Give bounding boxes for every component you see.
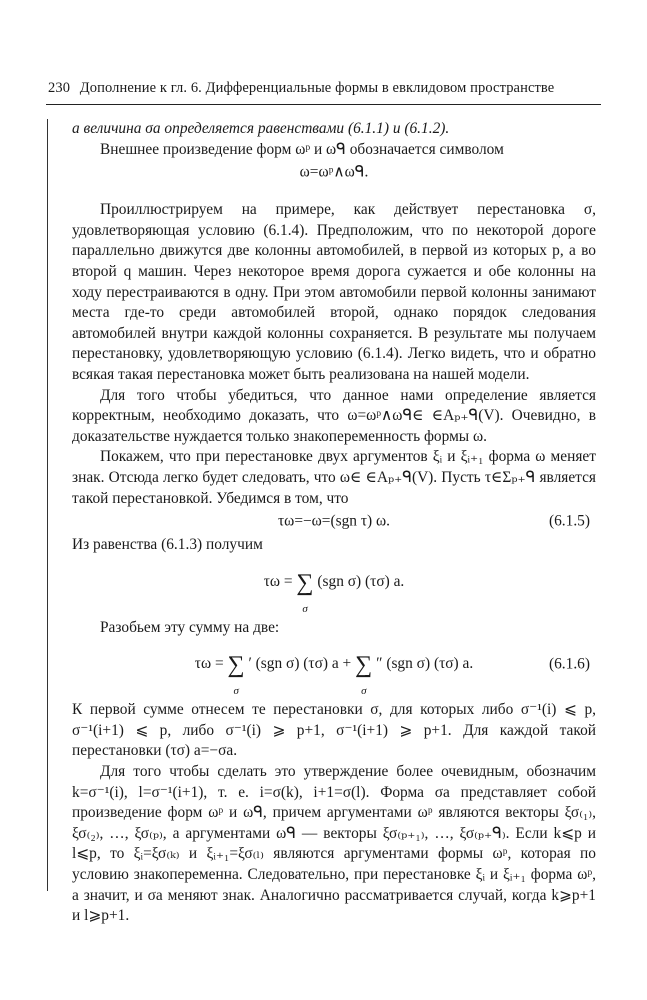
running-header — [48, 80, 600, 97]
header-title: Дополнение к гл. 6. Дифференциальные формы в евклидовом пространстве — [79, 80, 555, 96]
paragraph-0: а величина σа определяется равенствами (6.1.1) и (6.1.2). — [72, 120, 450, 137]
equation-number-6-1-6: (6.1.6) — [548, 655, 590, 673]
margin-bar — [47, 119, 48, 891]
formula-split-lhs: τω = — [194, 655, 224, 673]
formula-6-1-6 — [72, 638, 596, 698]
formula-split-mid: ′ (sgn σ) (τσ) a + — [248, 655, 352, 673]
formula-6-1-5 — [72, 509, 596, 535]
sum-symbol-second: ∑ σ — [355, 652, 373, 698]
sum-symbol: ∑ σ — [296, 571, 313, 595]
formula-wedge-expr: ω=ωᵖ∧ωᑫ. — [299, 163, 369, 181]
sum-index: σ — [302, 602, 308, 615]
formula-sum-lhs: τω = — [263, 572, 293, 590]
equation-number-6-1-5: (6.1.5) — [548, 512, 590, 530]
formula-6-1-5-expr: τω=−ω=(sgn τ) ω. — [278, 512, 390, 530]
header-rule — [46, 104, 601, 105]
paragraph-4: Покажем, что при перестановке двух аргументов ξᵢ и ξᵢ₊₁ форма ω меняет знак. Отсюда легко будет следовать, что ω∈ ∈Aₚ₊ᑫ(V). Пусть τ∈Σₚ₊ᑫ является такой перестановкой. Убедимся в том, что — [72, 448, 596, 507]
formula-sum-rhs: (sgn σ) (τσ) a. — [317, 572, 405, 590]
formula-wedge — [72, 160, 596, 186]
page-body — [72, 119, 596, 927]
paragraph-2: Проиллюстрируем на примере, как действует перестановка σ, удовлетворяющая условию (6.1.4). Предположим, что по некоторой дороге параллельно движутся две колонны автомобилей, в первой из которых p, а во второй q машин. Через некоторое время дорога сужается и обе колонны на ходу перестраиваются в одну. При этом автомобили первой колонны занимают места где-то среди автомобилей второй, однако порядок следования автомобилей внутри каждой колонны сохраняется. В результате мы получаем перестановку, удовлетворяющую условию (6.1.4). Легко видеть, что и обратно всякая такая перестановка может быть реализована на нашей модели. — [72, 201, 596, 383]
page-number: 230 — [48, 80, 71, 96]
formula-split-rhs: ″ (sgn σ) (τσ) a. — [376, 655, 474, 673]
paragraph-1: Внешнее произведение форм ωᵖ и ωᑫ обозначается символом — [100, 140, 504, 158]
sum-symbol-first: ∑ σ — [227, 652, 245, 698]
paragraph-3: Для того чтобы убедиться, что данное нами определение является корректным, необходимо доказать, что ω=ωᵖ∧ωᑫ∈ ∈Aₚ₊ᑫ(V). Очевидно, в доказательстве нуждается только знакопеременность формы ω. — [72, 386, 596, 445]
paragraph-5: Из равенства (6.1.3) получим — [72, 536, 263, 554]
paragraph-7: К первой сумме отнесем те перестановки σ, для которых либо σ⁻¹(i) ⩽ p, σ⁻¹(i+1) ⩽ p, либо σ⁻¹(i) ⩾ p+1, σ⁻¹(i+1) ⩾ p+1. Для каждой такой перестановки (τσ) a=−σa. — [72, 701, 596, 760]
paragraph-8: Для того чтобы сделать это утверждение более очевидным, обозначим k=σ⁻¹(i), l=σ⁻¹(i+1), т. е. i=σ(k), i+1=σ(l). Форма σa представляет собой произведение форм ωᵖ и ωᑫ, причем аргументами ωᵖ являются векторы ξσ₍₁₎, ξσ₍₂₎, …, ξσ₍ₚ₎, а аргументами ωᑫ — векторы ξσ₍ₚ₊₁₎, …, ξσ₍ₚ₊ᑫ₎. Если k⩽p и l⩽p, то ξᵢ=ξσ₍ₖ₎ и ξᵢ₊₁=ξσ₍ₗ₎ являются аргументами формы ωᵖ, которая по условию знакопеременна. Следовательно, при перестановке ξᵢ и ξᵢ₊₁ форма ωᵖ, а значит, и σa меняют знак. Аналогично рассматривается случай, когда k⩾p+1 и l⩾p+1. — [72, 763, 596, 925]
paragraph-6: Разобьем эту сумму на две: — [100, 618, 280, 636]
formula-sum — [72, 556, 596, 615]
